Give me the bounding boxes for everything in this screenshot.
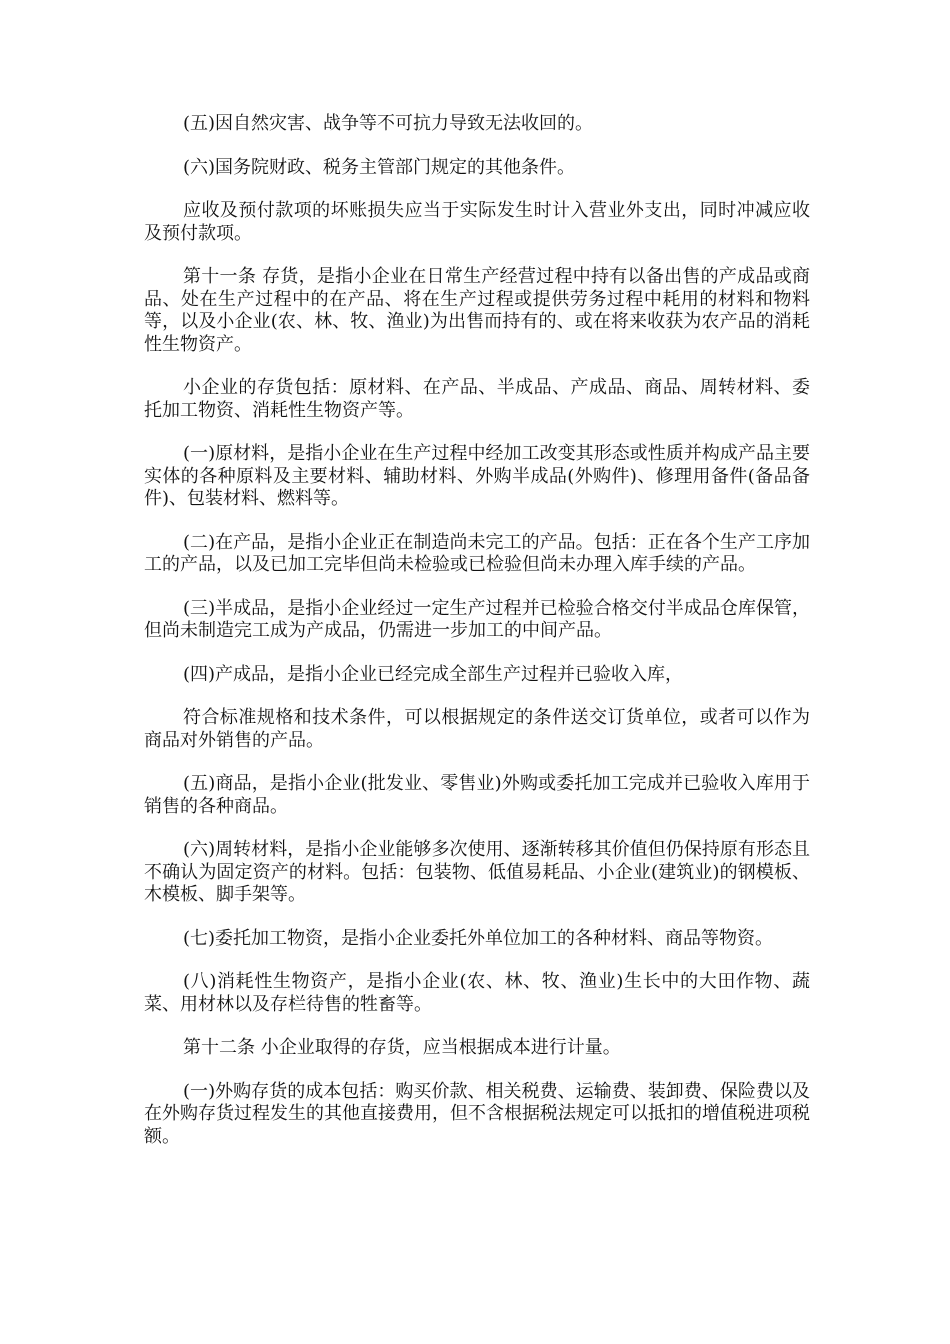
- paragraph-finished-goods: (四)产成品，是指小企业已经完成全部生产过程并已验收入库，: [183, 663, 684, 685]
- paragraph-consumable-biological-assets: (八)消耗性生物资产，是指小企业(农、林、牧、渔业)生长中的大田作物、蔬菜、用材林以及存栏待售的牲畜等。: [144, 971, 810, 1015]
- paragraph-raw-materials: (一)原材料，是指小企业在生产过程中经加工改变其形态或性质并构成产品主要实体的各种原料及主要材料、辅助材料、外购半成品(外购件)、修理用备件(备品备件)、包装材料、燃料等。: [144, 443, 810, 509]
- paragraph-finished-goods-continued: 符合标准规格和技术条件，可以根据规定的条件送交订货单位，或者可以作为商品对外销售的产品。: [144, 707, 810, 751]
- paragraph-work-in-progress: (二)在产品，是指小企业正在制造尚未完工的产品。包括：正在各个生产工序加工的产品，以及已加工完毕但尚未检验或已检验但尚未办理入库手续的产品。: [144, 531, 810, 575]
- paragraph-merchandise: (五)商品，是指小企业(批发业、零售业)外购或委托加工完成并已验收入库用于销售的各种商品。: [144, 773, 810, 817]
- paragraph-article-11: 第十一条 存货，是指小企业在日常生产经营过程中持有以备出售的产成品或商品、处在生产过程中的在产品、将在生产过程或提供劳务过程中耗用的材料和物料等，以及小企业(农、林、牧、渔业)为出售而持有的、或在将来收获为农产品的消耗性生物资产。: [144, 266, 810, 355]
- paragraph-turnover-materials: (六)周转材料，是指小企业能够多次使用、逐渐转移其价值但仍保持原有形态且不确认为固定资产的材料。包括：包装物、低值易耗品、小企业(建筑业)的钢模板、木模板、脚手架等。: [144, 839, 810, 905]
- paragraph-inventory-types: 小企业的存货包括：原材料、在产品、半成品、产成品、商品、周转材料、委托加工物资、消耗性生物资产等。: [144, 377, 810, 421]
- paragraph-force-majeure: (五)因自然灾害、战争等不可抗力导致无法收回的。: [183, 113, 594, 134]
- paragraph-purchase-cost: (一)外购存货的成本包括：购买价款、相关税费、运输费、装卸费、保险费以及在外购存货过程发生的其他直接费用，但不含根据税法规定可以抵扣的增值税进项税额。: [144, 1080, 810, 1147]
- paragraph-bad-debt-loss: 应收及预付款项的坏账损失应当于实际发生时计入营业外支出，同时冲减应收及预付款项。: [144, 200, 810, 244]
- paragraph-other-conditions: (六)国务院财政、税务主管部门规定的其他条件。: [183, 156, 576, 178]
- paragraph-consigned-processing: (七)委托加工物资，是指小企业委托外单位加工的各种材料、商品等物资。: [183, 927, 774, 949]
- document-body: [144, 113, 810, 1169]
- paragraph-article-12: 第十二条 小企业取得的存货，应当根据成本进行计量。: [183, 1037, 621, 1058]
- paragraph-semi-finished: (三)半成品，是指小企业经过一定生产过程并已检验合格交付半成品仓库保管，但尚未制造完工成为产成品，仍需进一步加工的中间产品。: [144, 597, 810, 641]
